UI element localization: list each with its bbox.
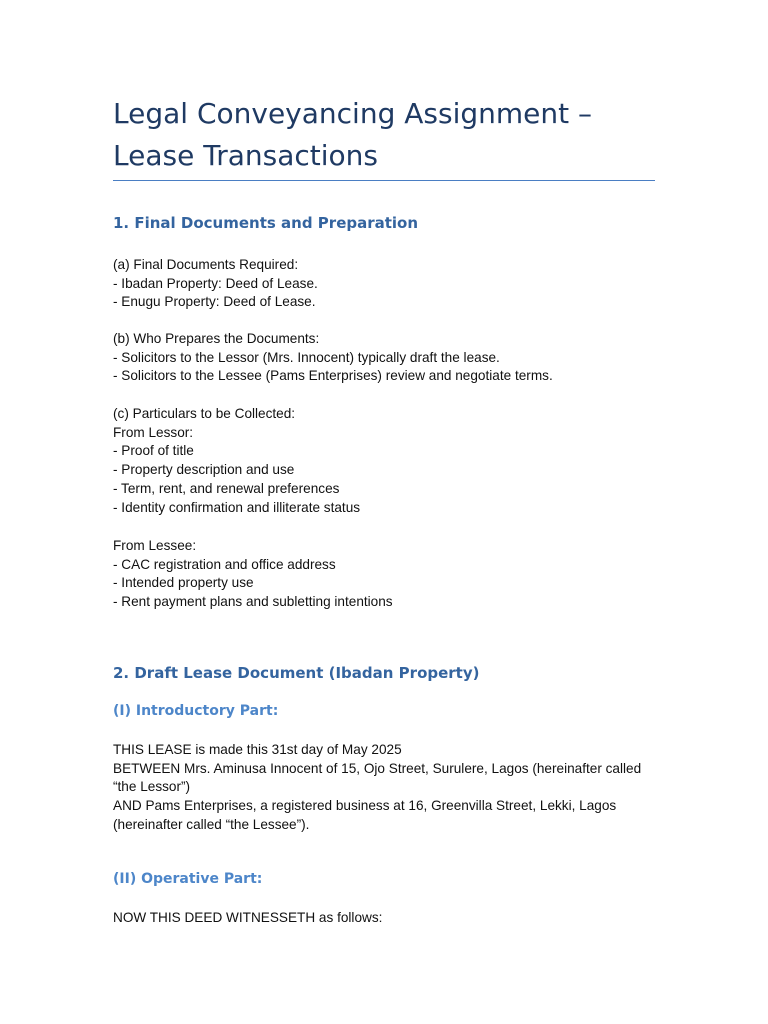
list-item: - Term, rent, and renewal preferences — [113, 480, 340, 496]
part-c-label: (c) Particulars to be Collected: — [113, 406, 296, 421]
list-item: - Enugu Property: Deed of Lease. — [113, 294, 316, 310]
lease-date-line: THIS LEASE is made this 31st day of May 2025 — [113, 742, 402, 757]
list-item: - Property description and use — [113, 462, 295, 478]
operative-part-text — [113, 909, 658, 928]
part-a-label: (a) Final Documents Required: — [113, 257, 299, 272]
introductory-part-text — [113, 741, 658, 835]
section-1-heading: 1. Final Documents and Preparation — [113, 214, 419, 232]
operative-part-heading: (II) Operative Part: — [113, 871, 263, 887]
document-title: Legal Conveyancing Assignment – Lease Transactions — [113, 97, 592, 172]
part-b-label: (b) Who Prepares the Documents: — [113, 331, 320, 346]
part-b-block — [113, 330, 658, 386]
list-item: - Intended property use — [113, 575, 254, 591]
list-item: - Ibadan Property: Deed of Lease. — [113, 275, 318, 291]
list-item: - Rent payment plans and subletting intentions — [113, 594, 393, 610]
list-item: - Proof of title — [113, 443, 194, 459]
list-item: - Identity confirmation and illiterate status — [113, 499, 361, 515]
witnesseth-line: NOW THIS DEED WITNESSETH as follows: — [113, 910, 383, 925]
section-2-heading: 2. Draft Lease Document (Ibadan Property) — [113, 664, 480, 682]
title-divider — [113, 180, 655, 181]
list-item: - Solicitors to the Lessee (Pams Enterprises) review and negotiate terms. — [113, 368, 553, 384]
introductory-part-heading: (I) Introductory Part: — [113, 703, 279, 719]
lessor-label: From Lessor: — [113, 424, 194, 440]
lessee-label: From Lessee: — [113, 538, 197, 553]
lessee-block — [113, 537, 658, 612]
lessee-party-line: AND Pams Enterprises, a registered business at 16, Greenvilla Street, Lekki, Lagos (hereinafter called “the Lessee”). — [113, 798, 617, 832]
list-item: - CAC registration and office address — [113, 556, 336, 572]
part-a-block — [113, 256, 658, 312]
list-item: - Solicitors to the Lessor (Mrs. Innocent) typically draft the lease. — [113, 349, 500, 365]
part-c-block — [113, 405, 658, 517]
lessor-party-line: BETWEEN Mrs. Aminusa Innocent of 15, Ojo Street, Surulere, Lagos (hereinafter called “the Lessor”) — [113, 760, 642, 795]
